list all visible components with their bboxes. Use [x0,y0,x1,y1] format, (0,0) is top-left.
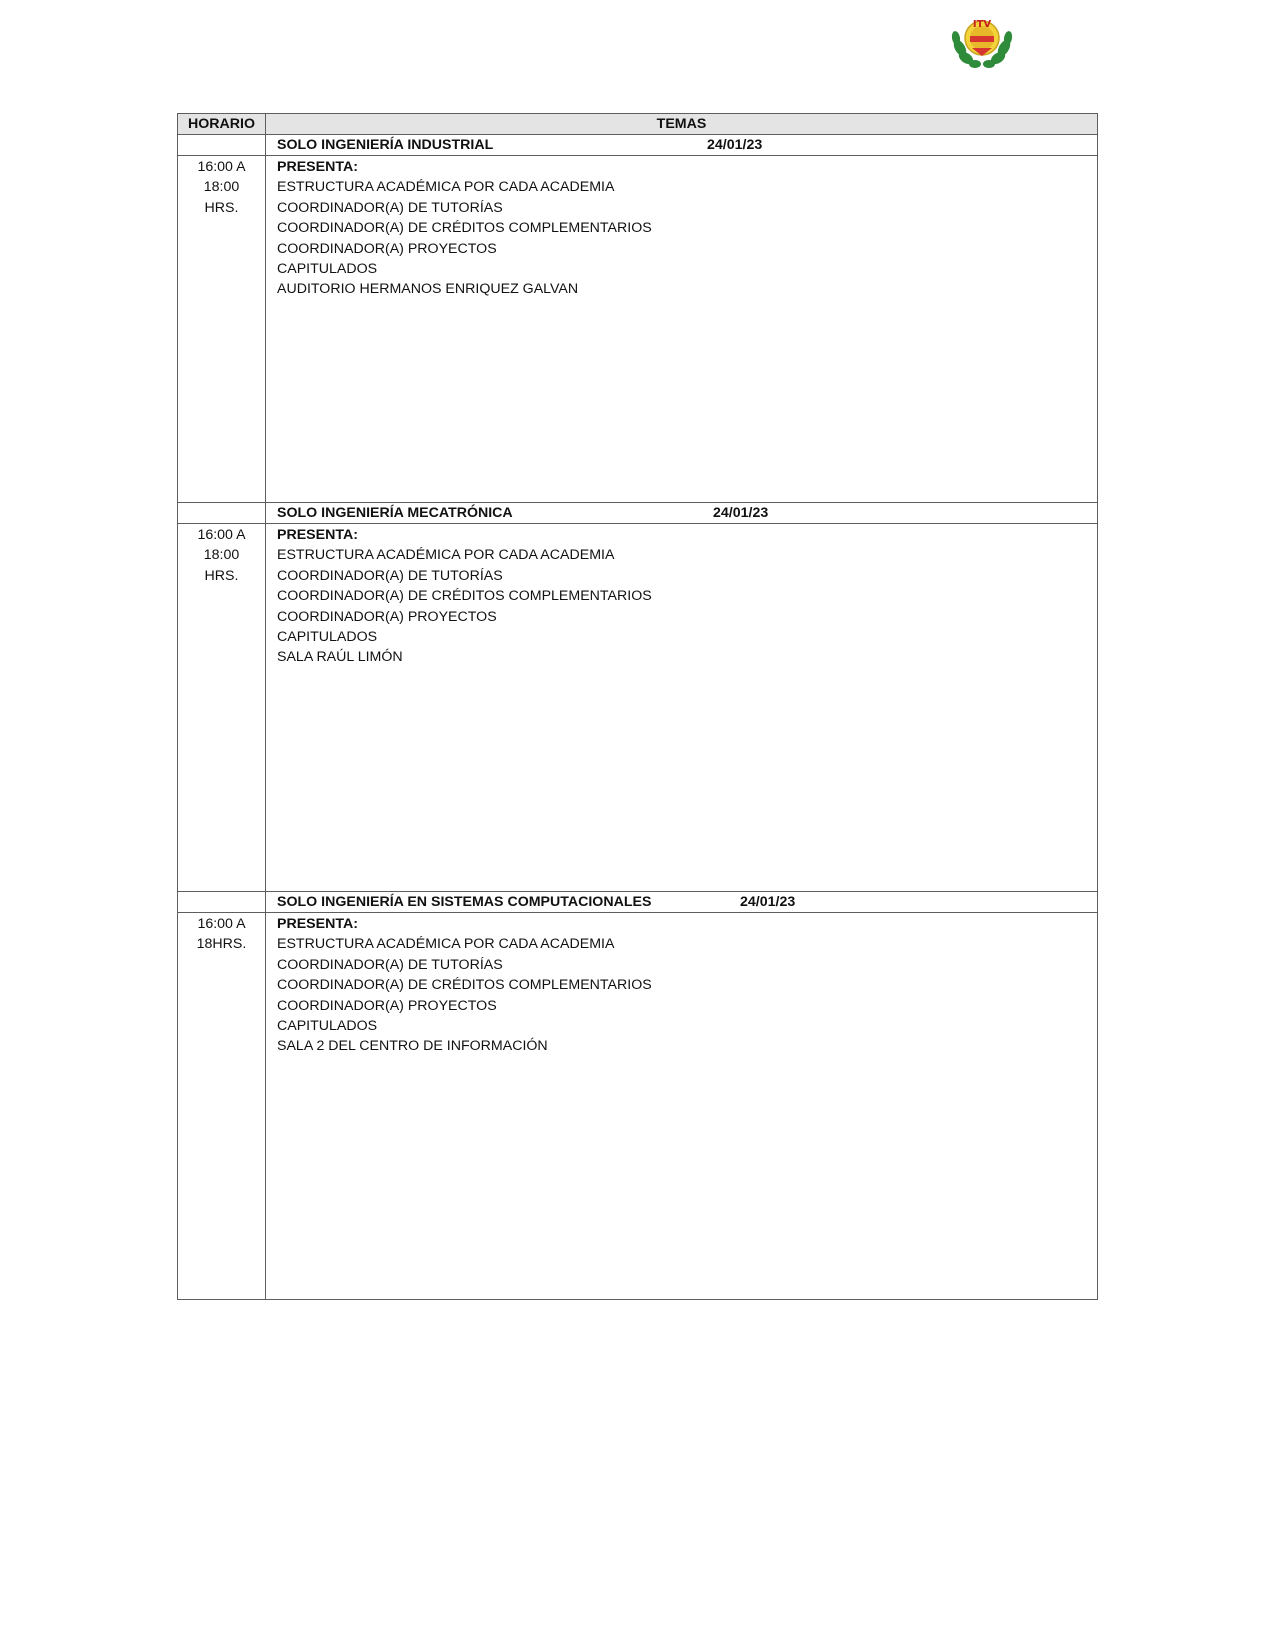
section-title-cell [266,503,1098,524]
time-line: 18:00 [203,547,240,564]
section-title-row [178,892,1098,913]
section-date: 24/01/23 [707,137,763,153]
time-line: 18:00 [203,179,240,196]
topic-item: COORDINADOR(A) DE CRÉDITOS COMPLEMENTARIOS [277,977,652,994]
section-title-row [178,503,1098,524]
topic-item: COORDINADOR(A) DE CRÉDITOS COMPLEMENTARIOS [277,220,652,237]
header-temas: TEMAS [266,114,1098,135]
table-header-row [178,114,1098,135]
time-line: 16:00 A [197,159,246,175]
venue: SALA 2 DEL CENTRO DE INFORMACIÓN [277,1038,548,1055]
topic-item: ESTRUCTURA ACADÉMICA POR CADA ACADEMIA [277,936,615,953]
logo-text: ITV [972,19,992,30]
topics-cell [266,913,1098,1300]
time-cell [178,913,266,1300]
topic-item: CAPITULADOS [277,629,378,646]
section-title: SOLO INGENIERÍA INDUSTRIAL [277,137,494,153]
topic-item: CAPITULADOS [277,261,378,278]
topic-item: COORDINADOR(A) DE TUTORÍAS [277,199,503,216]
section-date: 24/01/23 [713,505,769,521]
time-cell [178,156,266,503]
presenta-label: PRESENTA: [277,159,358,175]
topic-item: COORDINADOR(A) DE TUTORÍAS [277,956,503,973]
section-time-empty [178,503,266,524]
topics-cell [266,156,1098,503]
section-body-row [178,156,1098,503]
section-time-empty [178,135,266,156]
topic-item: ESTRUCTURA ACADÉMICA POR CADA ACADEMIA [277,547,615,564]
presenta-label: PRESENTA: [277,527,358,543]
section-date: 24/01/23 [740,894,796,910]
section-title-row [178,135,1098,156]
header-horario: HORARIO [178,114,266,135]
section-body-row [178,524,1098,892]
section-time-empty [178,892,266,913]
topic-item: COORDINADOR(A) PROYECTOS [277,997,497,1014]
time-line: HRS. [204,199,239,216]
presenta-label: PRESENTA: [277,916,358,932]
section-title-cell [266,892,1098,913]
topic-item: COORDINADOR(A) DE TUTORÍAS [277,567,503,584]
section-title-cell [266,135,1098,156]
section-title: SOLO INGENIERÍA MECATRÓNICA [277,505,513,521]
time-cell [178,524,266,892]
venue: SALA RAÚL LIMÓN [277,649,403,666]
school-crest-icon [950,10,1014,70]
topic-item: CAPITULADOS [277,1018,378,1035]
topic-item: COORDINADOR(A) DE CRÉDITOS COMPLEMENTARIOS [277,588,652,605]
topics-cell [266,524,1098,892]
schedule-table [177,113,1098,1300]
time-line: HRS. [204,567,239,584]
section-body-row [178,913,1098,1300]
time-line: 18HRS. [196,936,247,953]
time-line: 16:00 A [197,527,246,543]
topic-item: ESTRUCTURA ACADÉMICA POR CADA ACADEMIA [277,179,615,196]
time-line: 16:00 A [197,916,246,932]
section-title: SOLO INGENIERÍA EN SISTEMAS COMPUTACIONALES [277,894,652,910]
topic-item: COORDINADOR(A) PROYECTOS [277,608,497,625]
topic-item: COORDINADOR(A) PROYECTOS [277,240,497,257]
venue: AUDITORIO HERMANOS ENRIQUEZ GALVAN [277,281,579,298]
